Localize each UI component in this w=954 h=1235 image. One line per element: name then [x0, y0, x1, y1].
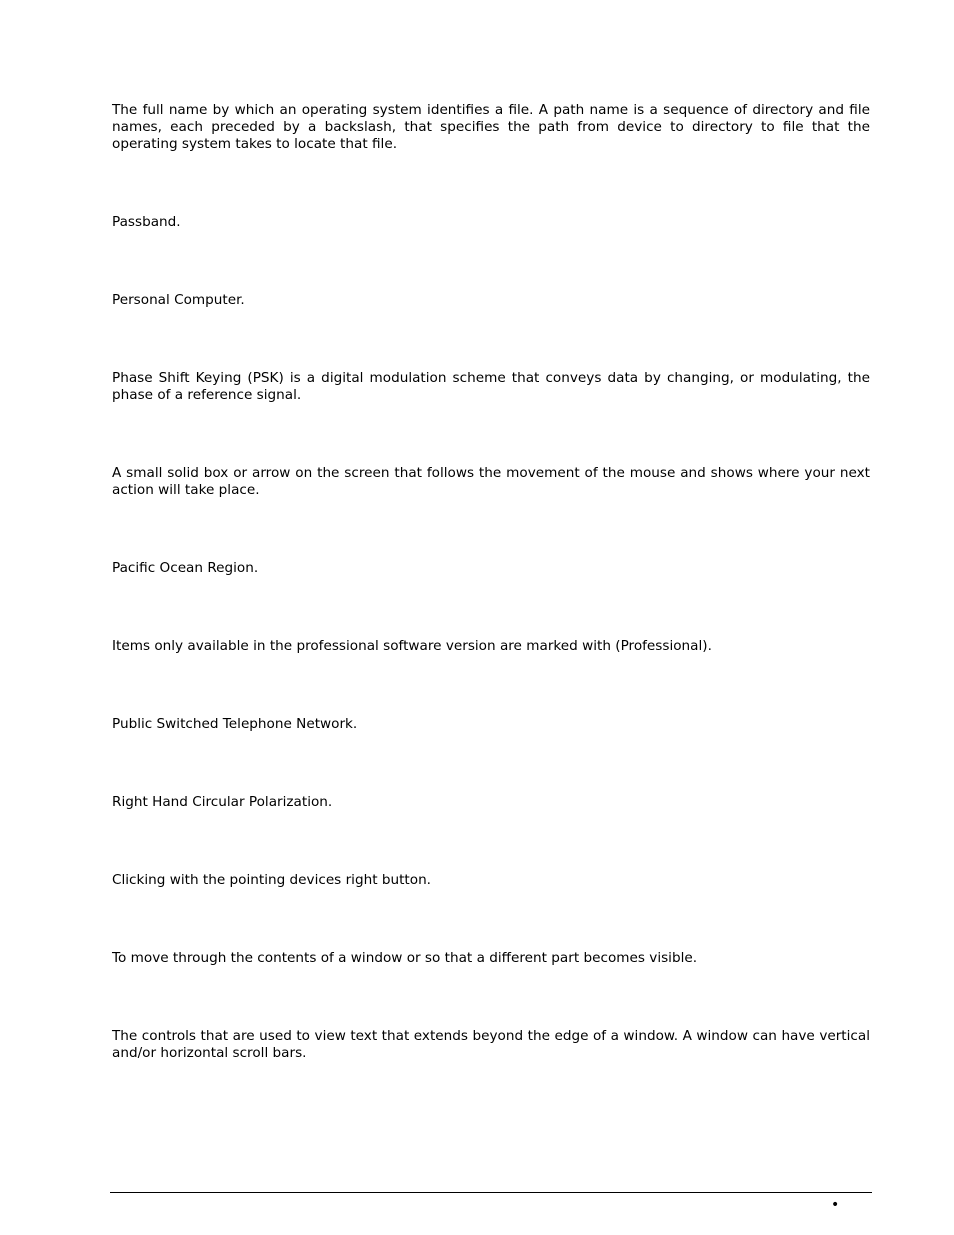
- glossary-definition-pc: Personal Computer.: [112, 292, 245, 308]
- glossary-definition-psk: Phase Shift Keying (PSK) is a digital modulation scheme that conveys data by changing, or modulating, the phase of a reference signal.: [112, 370, 870, 403]
- glossary-definition-path-name: The full name by which an operating system identifies a file. A path name is a sequence of directory and file names, each preceded by a backslash, that specifies the path from device to directory to file that the operating system takes to locate that file.: [112, 102, 870, 152]
- footer-bullet: •: [831, 1197, 840, 1213]
- glossary-definition-right-click: Clicking with the pointing devices right button.: [112, 872, 432, 888]
- glossary-definition-pointer: A small solid box or arrow on the screen that follows the movement of the mouse and shows where your next action will take place.: [112, 465, 870, 498]
- footer-divider: [110, 1192, 872, 1193]
- glossary-definition-scroll-bars: The controls that are used to view text that extends beyond the edge of a window. A window can have vertical and/or horizontal scroll bars.: [112, 1028, 870, 1061]
- glossary-definition-professional: Items only available in the professional software version are marked with (Professional).: [112, 638, 712, 654]
- glossary-definition-rhcp: Right Hand Circular Polarization.: [112, 794, 333, 810]
- glossary-definition-pstn: Public Switched Telephone Network.: [112, 716, 358, 732]
- glossary-definition-pb: Passband.: [112, 214, 181, 230]
- glossary-definition-scroll: To move through the contents of a window or so that a different part becomes visible.: [112, 950, 698, 966]
- glossary-definition-por: Pacific Ocean Region.: [112, 560, 259, 576]
